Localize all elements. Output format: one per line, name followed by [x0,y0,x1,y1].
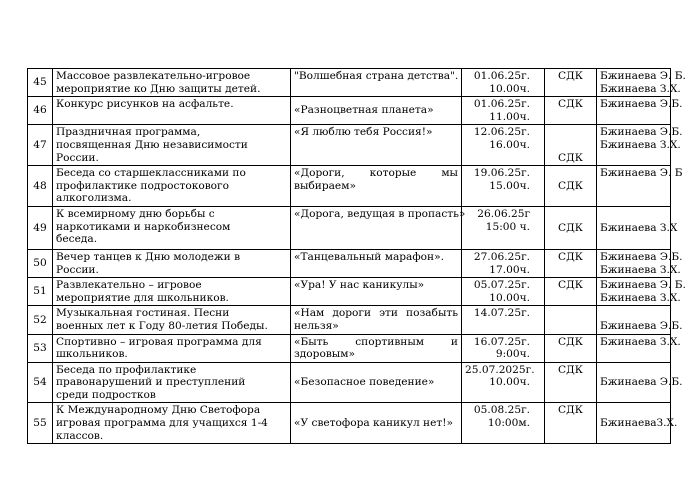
cell-line: правонарушений и преступлений [56,376,246,389]
cell-line: школьников. [56,348,128,361]
event-title [291,69,462,97]
event-date [462,362,545,403]
row-number: 49 [28,206,53,249]
event-date [462,69,545,97]
event-description [53,249,291,277]
cell-line: 10.00ч. [489,376,530,389]
event-date [462,206,545,249]
event-responsible [597,334,681,362]
event-responsible [597,125,683,166]
event-responsible [597,97,683,125]
event-responsible [597,206,678,249]
table-row [28,278,671,306]
cell-line: 16.07.25г. [473,335,530,348]
event-title [291,97,462,125]
cell-line: здоровым» [294,348,355,361]
cell-line: игровая программа для учащихся 1-4 [56,417,268,430]
event-date [462,306,545,334]
cell-line: Бжинаева З.Х. [600,291,681,304]
event-description [53,206,291,249]
cell-line: Конкурс рисунков на асфальте. [56,98,234,111]
cell-line: 16.00ч. [489,138,530,151]
cell-line: «Я люблю тебя Россия!» [294,126,433,139]
event-place [545,306,597,334]
event-date [462,278,545,306]
cell-line: Бжинаева Э. Б. [600,279,686,292]
cell-line: Спортивно – игровая программа для [56,335,262,348]
cell-line: мероприятие ко Дню защиты детей. [56,82,261,95]
cell-line: Бжинаева Э.Б. [600,250,683,263]
cell-line: БжинаеваЗ.Х. [600,417,678,430]
table-row [28,97,671,125]
cell-line: 10.00ч. [489,291,530,304]
event-place: СДК [545,334,597,362]
cell-line: Бжинаева З.Х. [600,138,681,151]
table-row [28,69,671,97]
cell-line: 17.00ч. [489,263,530,276]
cell-line: К Международному Дню Светофора [56,404,261,417]
row-number: 53 [28,334,53,362]
event-date [462,97,545,125]
cell-line: посвященная Дню независимости [56,138,248,151]
event-place: СДК [545,362,597,403]
cell-line: профилактике подростокового [56,179,229,192]
event-responsible [597,166,683,207]
cell-line: 01.06.25г. [473,98,530,111]
cell-line: «Нам дороги эти позабыть [294,307,458,320]
cell-line: Бжинаева З.Х. [600,82,681,95]
cell-line: 11.00ч. [489,110,530,123]
cell-line: 25.07.2025г. [465,363,535,376]
table-row [28,166,671,207]
event-place: СДК [545,403,597,444]
event-description [53,306,291,334]
cell-line: 10:00м. [487,417,530,430]
table-row [28,206,671,249]
event-place: СДК [545,249,597,277]
event-place: СДК [545,166,597,207]
cell-line: Массовое развлекательно-игровое [56,70,251,82]
cell-line: Музыкальная гостиная. Песни [56,307,230,320]
event-description [53,362,291,403]
event-date [462,125,545,166]
event-date [462,166,545,207]
event-description [53,403,291,444]
cell-line: «Танцевальный марафон». [294,250,444,263]
event-date [462,249,545,277]
cell-line: мероприятие для школьников. [56,291,229,304]
event-description [53,166,291,207]
event-description [53,125,291,166]
event-title [291,249,462,277]
event-title [291,334,462,362]
cell-line: Вечер танцев к Дню молодежи в [56,250,241,263]
event-responsible [597,278,686,306]
cell-line: беседа. [56,233,98,246]
row-number: 55 [28,403,53,444]
event-responsible [597,69,686,97]
cell-line: Бжинаева Э.Б. [600,376,683,389]
cell-line: "Волшебная страна детства". [294,70,459,82]
event-responsible [597,403,678,444]
cell-line: 15.00ч. [489,179,530,192]
cell-line: 05.07.25г. [473,279,530,292]
event-description [53,278,291,306]
event-responsible [597,306,683,334]
event-description [53,69,291,97]
cell-line: среди подростков [56,388,156,401]
events-table-body [28,69,686,444]
row-number: 48 [28,166,53,207]
cell-line: выбираем» [294,179,356,192]
cell-line: алкоголизма. [56,192,132,205]
cell-line: России. [56,151,99,164]
row-number: 52 [28,306,53,334]
event-title [291,306,462,334]
cell-line: наркотиками и наркобизнесом [56,220,231,233]
cell-line: «Безопасное поведение» [294,376,435,389]
event-responsible [597,249,683,277]
events-table [27,68,686,444]
cell-line: Праздничная программа, [56,126,201,139]
row-number: 47 [28,125,53,166]
table-row [28,334,671,362]
event-place: СДК [545,206,597,249]
event-date [462,403,545,444]
cell-line: Беседа со старшеклассниками по [56,167,246,180]
cell-line: «Ура! У нас каникулы» [294,279,425,292]
event-description [53,334,291,362]
cell-line: К всемирному дню борьбы с [56,207,215,220]
cell-line: 10.00ч. [489,82,530,95]
cell-line: 14.07.25г. [473,307,530,320]
event-title [291,166,462,207]
cell-line: 26.06.25г [477,207,530,220]
cell-line: Беседа по профилактике [56,363,197,376]
cell-line: нельзя» [294,319,339,332]
cell-line: «Дороги, которые мы [294,167,458,180]
cell-line: России. [56,263,99,276]
cell-line: Бжинаева З.Х. [600,335,681,348]
row-number: 50 [28,249,53,277]
row-number: 51 [28,278,53,306]
cell-line: Бжинаева Э.Б. [600,98,683,111]
event-title [291,206,466,249]
table-row [28,249,671,277]
table-row [28,306,671,334]
cell-line: Развлекательно – игровое [56,279,202,292]
event-place: СДК [545,125,597,166]
row-number: 54 [28,362,53,403]
cell-line: Бжинаева Э. Б [600,167,683,180]
cell-line: 15:00 ч. [485,220,530,233]
table-row [28,125,671,166]
event-place: СДК [545,278,597,306]
row-number: 46 [28,97,53,125]
cell-line: 01.06.25г. [473,70,530,82]
cell-line: «Разноцветная планета» [294,104,434,117]
cell-line: «Быть спортивным и [294,335,458,348]
cell-line: 12.06.25г. [473,126,530,139]
event-description [53,97,291,125]
cell-line: Бжинаева Э. Б. [600,70,686,82]
event-title [291,403,462,444]
table-row [28,362,671,403]
cell-line: 27.06.25г. [473,250,530,263]
cell-line: «Дорога, ведущая в пропасть» [294,207,466,220]
cell-line: Бжинаева Э.Б. [600,126,683,139]
cell-line: Бжинаева Э.Б. [600,319,683,332]
cell-line: Бжинаева З.Х. [600,263,681,276]
event-responsible [597,362,683,403]
row-number: 45 [28,69,53,97]
table-row [28,403,671,444]
cell-line: 9:00ч. [495,348,530,361]
event-title [291,278,462,306]
event-title [291,362,462,403]
cell-line: военных лет к Году 80-летия Победы. [56,319,268,332]
cell-line: «У светофора каникул нет!» [294,417,453,430]
event-title [291,125,462,166]
cell-line: 19.06.25г. [473,167,530,180]
cell-line: 05.08.25г. [473,404,530,417]
event-date [462,334,545,362]
event-place: СДК [545,69,597,97]
cell-line: классов. [56,429,104,442]
cell-line: Бжинаева З.Х [600,221,678,234]
event-place: СДК [545,97,597,125]
